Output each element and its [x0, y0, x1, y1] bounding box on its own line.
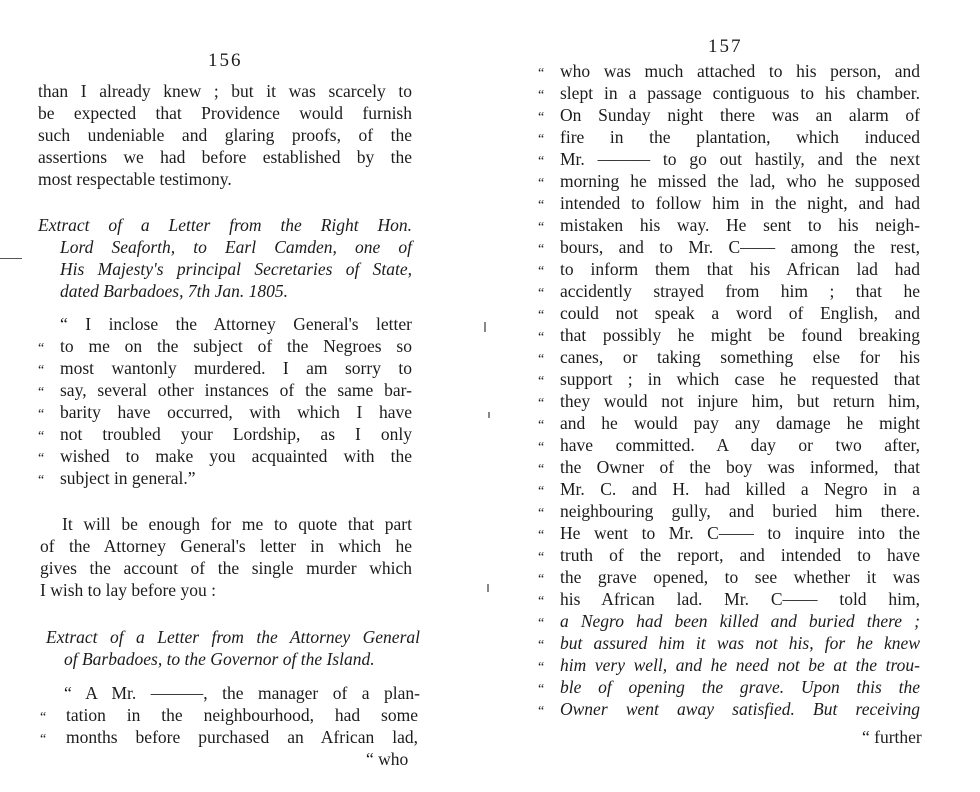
quoted-text: intended to follow him in the night, and had [560, 193, 920, 213]
catchword: “ further [862, 727, 922, 747]
quoted-text: He went to Mr. C—— to inquire into the [560, 523, 920, 543]
quoted-text: the grave opened, to see whether it was [560, 567, 920, 587]
quoted-text: Mr. ——— to go out hastily, and the next [560, 149, 920, 169]
quoted-line: “ they would not injure him, but return him, [538, 391, 920, 411]
quoted-text: fire in the plantation, which induced [560, 127, 920, 147]
text-line: of the Attorney General's letter in which he [40, 536, 412, 556]
quoted-line: “ barity have occurred, with which I have [38, 402, 412, 422]
quoted-text: could not speak a word of English, and [560, 303, 920, 323]
extract-heading-line: Extract of a Letter from the Attorney General [46, 627, 420, 647]
text-line: assertions we had before established by the [38, 147, 412, 167]
extract-heading-line: Extract of a Letter from the Right Hon. [38, 215, 412, 235]
gutter-mark [487, 584, 489, 592]
quoted-line: “ him very well, and he need not be at the trou- [538, 655, 920, 675]
quoted-text: tation in the neighbourhood, had some [66, 705, 418, 725]
quoted-line: “ subject in general.” [38, 468, 196, 488]
quoted-text: On Sunday night there was an alarm of [560, 105, 920, 125]
quoted-text: most wantonly murdered. I am sorry to [60, 358, 412, 378]
quoted-line: “ neighbouring gully, and buried him there. [538, 501, 920, 521]
quoted-line: “ morning he missed the lad, who he supposed [538, 171, 920, 191]
quoted-line: “ slept in a passage contiguous to his chamber. [538, 83, 920, 103]
page-edge-mark [0, 258, 22, 259]
quoted-line: “ who was much attached to his person, and [538, 61, 920, 81]
quoted-text: have committed. A day or two after, [560, 435, 920, 455]
quoted-text: they would not injure him, but return him, [560, 391, 920, 411]
quoted-text: and he would pay any damage he might [560, 413, 920, 433]
text-line: be expected that Providence would furnish [38, 103, 412, 123]
quoted-text: that possibly he might be found breaking [560, 325, 920, 345]
quoted-line: “ and he would pay any damage he might [538, 413, 920, 433]
quoted-line: “ wished to make you acquainted with the [38, 446, 412, 466]
quoted-line: “ most wantonly murdered. I am sorry to [38, 358, 412, 378]
quoted-text: his African lad. Mr. C—— told him, [560, 589, 920, 609]
quoted-line: “ Owner went away satisfied. But receiving [538, 699, 920, 719]
extract-heading-line: Lord Seaforth, to Earl Camden, one of [60, 237, 412, 257]
quoted-text: wished to make you acquainted with the [60, 446, 412, 466]
quoted-line: “ but assured him it was not his, for he knew [538, 633, 920, 653]
quoted-text: barity have occurred, with which I have [60, 402, 412, 422]
quoted-line: “ I inclose the Attorney General's letter [60, 314, 412, 334]
quoted-line: “ Mr. C. and H. had killed a Negro in a [538, 479, 920, 499]
quoted-text: truth of the report, and intended to have [560, 545, 920, 565]
page-number: 156 [208, 50, 243, 71]
quoted-text: not troubled your Lordship, as I only [60, 424, 412, 444]
quoted-text: to me on the subject of the Negroes so [60, 336, 412, 356]
right-page [490, 0, 980, 792]
quoted-line: “ Mr. ——— to go out hastily, and the next [538, 149, 920, 169]
quoted-line: “ the grave opened, to see whether it was [538, 567, 920, 587]
extract-heading-line: of Barbadoes, to the Governor of the Island. [64, 649, 375, 669]
quoted-line: “ On Sunday night there was an alarm of [538, 105, 920, 125]
quoted-text: Owner went away satisfied. But receiving [560, 699, 920, 719]
quoted-text: canes, or taking something else for his [560, 347, 920, 367]
quoted-line: “ to me on the subject of the Negroes so [38, 336, 412, 356]
quoted-text: him very well, and he need not be at the trou- [560, 655, 920, 675]
quoted-text: say, several other instances of the same bar- [60, 380, 412, 400]
quoted-text: but assured him it was not his, for he knew [560, 633, 920, 653]
quoted-line: “ He went to Mr. C—— to inquire into the [538, 523, 920, 543]
quoted-line: “ say, several other instances of the same bar- [38, 380, 412, 400]
quoted-text: morning he missed the lad, who he supposed [560, 171, 920, 191]
quoted-line: “ support ; in which case he requested that [538, 369, 920, 389]
text-line: gives the account of the single murder which [40, 558, 412, 578]
text-line: than I already knew ; but it was scarcely to [38, 81, 412, 101]
quoted-text: neighbouring gully, and buried him there. [560, 501, 920, 521]
text-line: most respectable testimony. [38, 169, 232, 189]
text-line: I wish to lay before you : [40, 580, 216, 600]
quoted-text: bours, and to Mr. C—— among the rest, [560, 237, 920, 257]
quoted-line: “ fire in the plantation, which induced [538, 127, 920, 147]
quoted-line: “ mistaken his way. He sent to his neigh- [538, 215, 920, 235]
page-number: 157 [708, 36, 743, 57]
gutter-mark [484, 322, 486, 332]
text-line: It will be enough for me to quote that part [62, 514, 412, 534]
quoted-text: a Negro had been killed and buried there ; [560, 611, 920, 631]
quoted-line: “ tation in the neighbourhood, had some [40, 705, 418, 725]
quoted-line: “ a Negro had been killed and buried there ; [538, 611, 920, 631]
quoted-line: “ the Owner of the boy was informed, that [538, 457, 920, 477]
quoted-text: accidently strayed from him ; that he [560, 281, 920, 301]
quoted-text: to inform them that his African lad had [560, 259, 920, 279]
quoted-line: “ that possibly he might be found breaking [538, 325, 920, 345]
quoted-line: “ canes, or taking something else for his [538, 347, 920, 367]
quoted-text: the Owner of the boy was informed, that [560, 457, 920, 477]
quoted-line: “ could not speak a word of English, and [538, 303, 920, 323]
quoted-text: support ; in which case he requested that [560, 369, 920, 389]
quoted-text: ble of opening the grave. Upon this the [560, 677, 920, 697]
quoted-text: subject in general.” [60, 468, 196, 488]
quoted-text: months before purchased an African lad, [66, 727, 418, 747]
quoted-line: “ to inform them that his African lad had [538, 259, 920, 279]
extract-heading-line: His Majesty's principal Secretaries of State, [60, 259, 412, 279]
extract-heading-line: dated Barbadoes, 7th Jan. 1805. [60, 281, 288, 301]
text-line: such undeniable and glaring proofs, of the [38, 125, 412, 145]
quoted-line: “ A Mr. ———, the manager of a plan- [64, 683, 420, 703]
quoted-line: “ accidently strayed from him ; that he [538, 281, 920, 301]
quoted-line: “ have committed. A day or two after, [538, 435, 920, 455]
quoted-line: “ months before purchased an African lad, [40, 727, 418, 747]
quoted-text: slept in a passage contiguous to his chamber. [560, 83, 920, 103]
quoted-line: “ intended to follow him in the night, and had [538, 193, 920, 213]
quoted-text: Mr. C. and H. had killed a Negro in a [560, 479, 920, 499]
quoted-line: “ ble of opening the grave. Upon this the [538, 677, 920, 697]
quoted-text: mistaken his way. He sent to his neigh- [560, 215, 920, 235]
quoted-text: who was much attached to his person, and [560, 61, 920, 81]
quoted-line: “ bours, and to Mr. C—— among the rest, [538, 237, 920, 257]
quoted-line: “ his African lad. Mr. C—— told him, [538, 589, 920, 609]
quoted-line: “ not troubled your Lordship, as I only [38, 424, 412, 444]
catchword: “ who [366, 749, 409, 769]
quoted-line: “ truth of the report, and intended to have [538, 545, 920, 565]
